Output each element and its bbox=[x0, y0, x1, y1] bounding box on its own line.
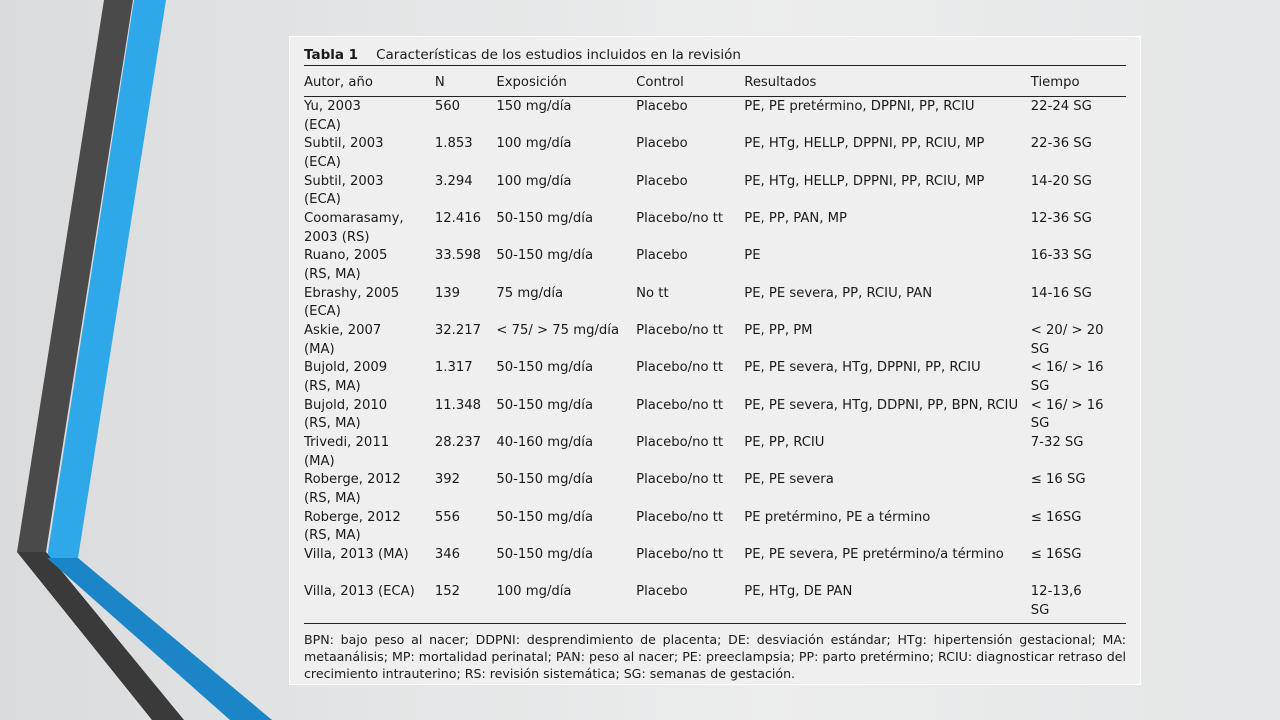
cell-resultados: PE, PE severa, HTg, DDPNI, PP, BPN, RCIU bbox=[744, 397, 1019, 413]
cell-autor: Bujold, 2010 (RS, MA) bbox=[304, 397, 388, 432]
cell-tiempo: < 16/ > 16 SG bbox=[1030, 397, 1104, 432]
cell-control: Placebo/no tt bbox=[636, 211, 724, 227]
cell-resultados: PE, PE severa bbox=[744, 472, 834, 488]
table-title: Características de los estudios incluidos en la revisión bbox=[376, 47, 741, 63]
top-rule bbox=[304, 65, 1126, 66]
cell-control: Placebo bbox=[636, 173, 688, 189]
cell-control: Placebo/no tt bbox=[636, 360, 724, 376]
cell-n: 1.317 bbox=[434, 360, 473, 376]
cell-autor: Roberge, 2012 (RS, MA) bbox=[304, 472, 401, 506]
cell-exposicion: 50-150 mg/día bbox=[496, 211, 594, 227]
cell-tiempo: 14-16 SG bbox=[1030, 285, 1092, 301]
table-row bbox=[304, 172, 1126, 209]
cell-resultados: PE bbox=[744, 248, 761, 264]
cell-autor: Roberge, 2012 (RS, MA) bbox=[304, 509, 401, 544]
cell-exposicion: 100 mg/día bbox=[496, 173, 572, 189]
table-row bbox=[304, 97, 1126, 134]
cell-resultados: PE, PP, PAN, MP bbox=[744, 211, 847, 227]
cell-autor: Villa, 2013 (ECA) bbox=[304, 584, 415, 600]
table-row bbox=[304, 470, 1126, 507]
cell-n: 392 bbox=[434, 472, 461, 488]
slide-decoration bbox=[0, 0, 300, 720]
table-row bbox=[304, 582, 1126, 619]
cell-autor: Ebrashy, 2005 (ECA) bbox=[304, 285, 400, 320]
header-tiempo: Tiempo bbox=[1030, 75, 1080, 90]
table-row bbox=[304, 246, 1126, 283]
header-control: Control bbox=[636, 75, 684, 90]
cell-control: Placebo/no tt bbox=[636, 323, 724, 339]
table-row bbox=[304, 508, 1126, 545]
cell-autor: Ruano, 2005 (RS, MA) bbox=[304, 248, 388, 282]
cell-control: Placebo/no tt bbox=[636, 435, 724, 451]
table-number: Tabla 1 bbox=[304, 47, 359, 63]
cell-exposicion: 50-150 mg/día bbox=[496, 472, 594, 488]
cell-exposicion: 50-150 mg/día bbox=[496, 248, 594, 264]
cell-tiempo: 12-36 SG bbox=[1030, 211, 1092, 227]
cell-n: 556 bbox=[434, 509, 461, 525]
cell-exposicion: < 75/ > 75 mg/día bbox=[496, 323, 620, 339]
table-row bbox=[304, 545, 1126, 582]
cell-n: 1.853 bbox=[434, 136, 473, 152]
cell-control: No tt bbox=[636, 285, 669, 301]
cell-tiempo: 7-32 SG bbox=[1030, 435, 1084, 451]
cell-control: Placebo bbox=[636, 99, 688, 114]
table-row bbox=[304, 358, 1126, 395]
table-body bbox=[304, 97, 1126, 620]
cell-resultados: PE, PE severa, PP, RCIU, PAN bbox=[744, 285, 933, 301]
table-caption bbox=[304, 45, 1126, 65]
cell-tiempo: < 20/ > 20 SG bbox=[1030, 323, 1104, 357]
cell-exposicion: 50-150 mg/día bbox=[496, 547, 594, 563]
cell-control: Placebo/no tt bbox=[636, 547, 724, 563]
cell-resultados: PE, HTg, HELLP, DPPNI, PP, RCIU, MP bbox=[744, 136, 985, 152]
cell-exposicion: 50-150 mg/día bbox=[496, 509, 594, 525]
cell-control: Placebo/no tt bbox=[636, 397, 724, 413]
table-row bbox=[304, 396, 1126, 433]
table-row bbox=[304, 209, 1126, 246]
header-n: N bbox=[434, 75, 445, 90]
cell-resultados: PE, PP, RCIU bbox=[744, 435, 825, 451]
cell-autor: Trivedi, 2011 (MA) bbox=[304, 435, 390, 469]
cell-autor: Bujold, 2009 (RS, MA) bbox=[304, 360, 388, 394]
cell-autor: Subtil, 2003 (ECA) bbox=[304, 136, 384, 170]
header-exposicion: Exposición bbox=[496, 75, 567, 90]
cell-tiempo: < 16/ > 16 SG bbox=[1030, 360, 1104, 394]
cell-autor: Askie, 2007 (MA) bbox=[304, 323, 382, 357]
cell-n: 11.348 bbox=[434, 397, 482, 413]
cell-n: 3.294 bbox=[434, 173, 473, 189]
cell-tiempo: 22-24 SG bbox=[1030, 99, 1092, 114]
cell-resultados: PE, HTg, HELLP, DPPNI, PP, RCIU, MP bbox=[744, 173, 985, 189]
cell-n: 33.598 bbox=[434, 248, 482, 264]
cell-tiempo: ≤ 16 SG bbox=[1030, 472, 1086, 488]
table-footnote: BPN: bajo peso al nacer; DDPNI: desprendimiento de placenta; DE: desviación estándar; HTg: hipertensión gestacional; MA: metaanálisis; MP: mortalidad perinatal; PAN: peso al nacer; PE: preeclampsia; PP: parto pretérmino; RCIU: diagnosticar retraso del crecimiento intrauterino; RS: revisión sistemática; SG: semanas de gestación. bbox=[304, 623, 1126, 682]
cell-resultados: PE, PE severa, HTg, DPPNI, PP, RCIU bbox=[744, 360, 981, 376]
cell-control: Placebo/no tt bbox=[636, 509, 724, 525]
cell-control: Placebo/no tt bbox=[636, 472, 724, 488]
cell-exposicion: 40-160 mg/día bbox=[496, 435, 594, 451]
cell-resultados: PE, PP, PM bbox=[744, 323, 813, 339]
cell-exposicion: 100 mg/día bbox=[496, 584, 572, 600]
cell-n: 28.237 bbox=[434, 435, 482, 451]
cell-exposicion: 150 mg/día bbox=[496, 99, 572, 114]
table-row bbox=[304, 321, 1126, 358]
cell-n: 346 bbox=[434, 547, 461, 563]
cell-resultados: PE, PE severa, PE pretérmino/a término bbox=[744, 547, 1004, 563]
cell-exposicion: 50-150 mg/día bbox=[496, 360, 594, 376]
cell-n: 32.217 bbox=[434, 323, 482, 339]
cell-autor: Villa, 2013 (MA) bbox=[304, 547, 409, 563]
cell-resultados: PE, PE pretérmino, DPPNI, PP, RCIU bbox=[744, 99, 975, 114]
header-resultados: Resultados bbox=[744, 75, 817, 90]
cell-control: Placebo bbox=[636, 136, 688, 152]
cell-control: Placebo bbox=[636, 248, 688, 264]
cell-autor: Yu, 2003 (ECA) bbox=[304, 99, 361, 133]
cell-n: 560 bbox=[434, 99, 461, 114]
cell-exposicion: 50-150 mg/día bbox=[496, 397, 594, 413]
table-row bbox=[304, 134, 1126, 171]
cell-n: 12.416 bbox=[434, 211, 482, 227]
cell-exposicion: 100 mg/día bbox=[496, 136, 572, 152]
cell-tiempo: 12-13,6 SG bbox=[1030, 584, 1082, 618]
cell-tiempo: 22-36 SG bbox=[1030, 136, 1092, 152]
cell-exposicion: 75 mg/día bbox=[496, 285, 564, 301]
table-row bbox=[304, 433, 1126, 470]
cell-resultados: PE, HTg, DE PAN bbox=[744, 584, 853, 600]
cell-tiempo: 14-20 SG bbox=[1030, 173, 1092, 189]
cell-tiempo: 16-33 SG bbox=[1030, 248, 1092, 264]
cell-autor: Coomarasamy, 2003 (RS) bbox=[304, 211, 404, 245]
table-header-row bbox=[304, 70, 1126, 97]
table-row bbox=[304, 284, 1126, 321]
cell-n: 139 bbox=[434, 285, 461, 301]
cell-resultados: PE pretérmino, PE a término bbox=[744, 509, 931, 525]
header-autor: Autor, año bbox=[304, 75, 373, 90]
table-card bbox=[289, 36, 1141, 685]
cell-n: 152 bbox=[434, 584, 461, 600]
cell-control: Placebo bbox=[636, 584, 688, 600]
cell-tiempo: ≤ 16SG bbox=[1030, 547, 1082, 563]
cell-autor: Subtil, 2003 (ECA) bbox=[304, 173, 384, 208]
cell-tiempo: ≤ 16SG bbox=[1030, 509, 1082, 525]
